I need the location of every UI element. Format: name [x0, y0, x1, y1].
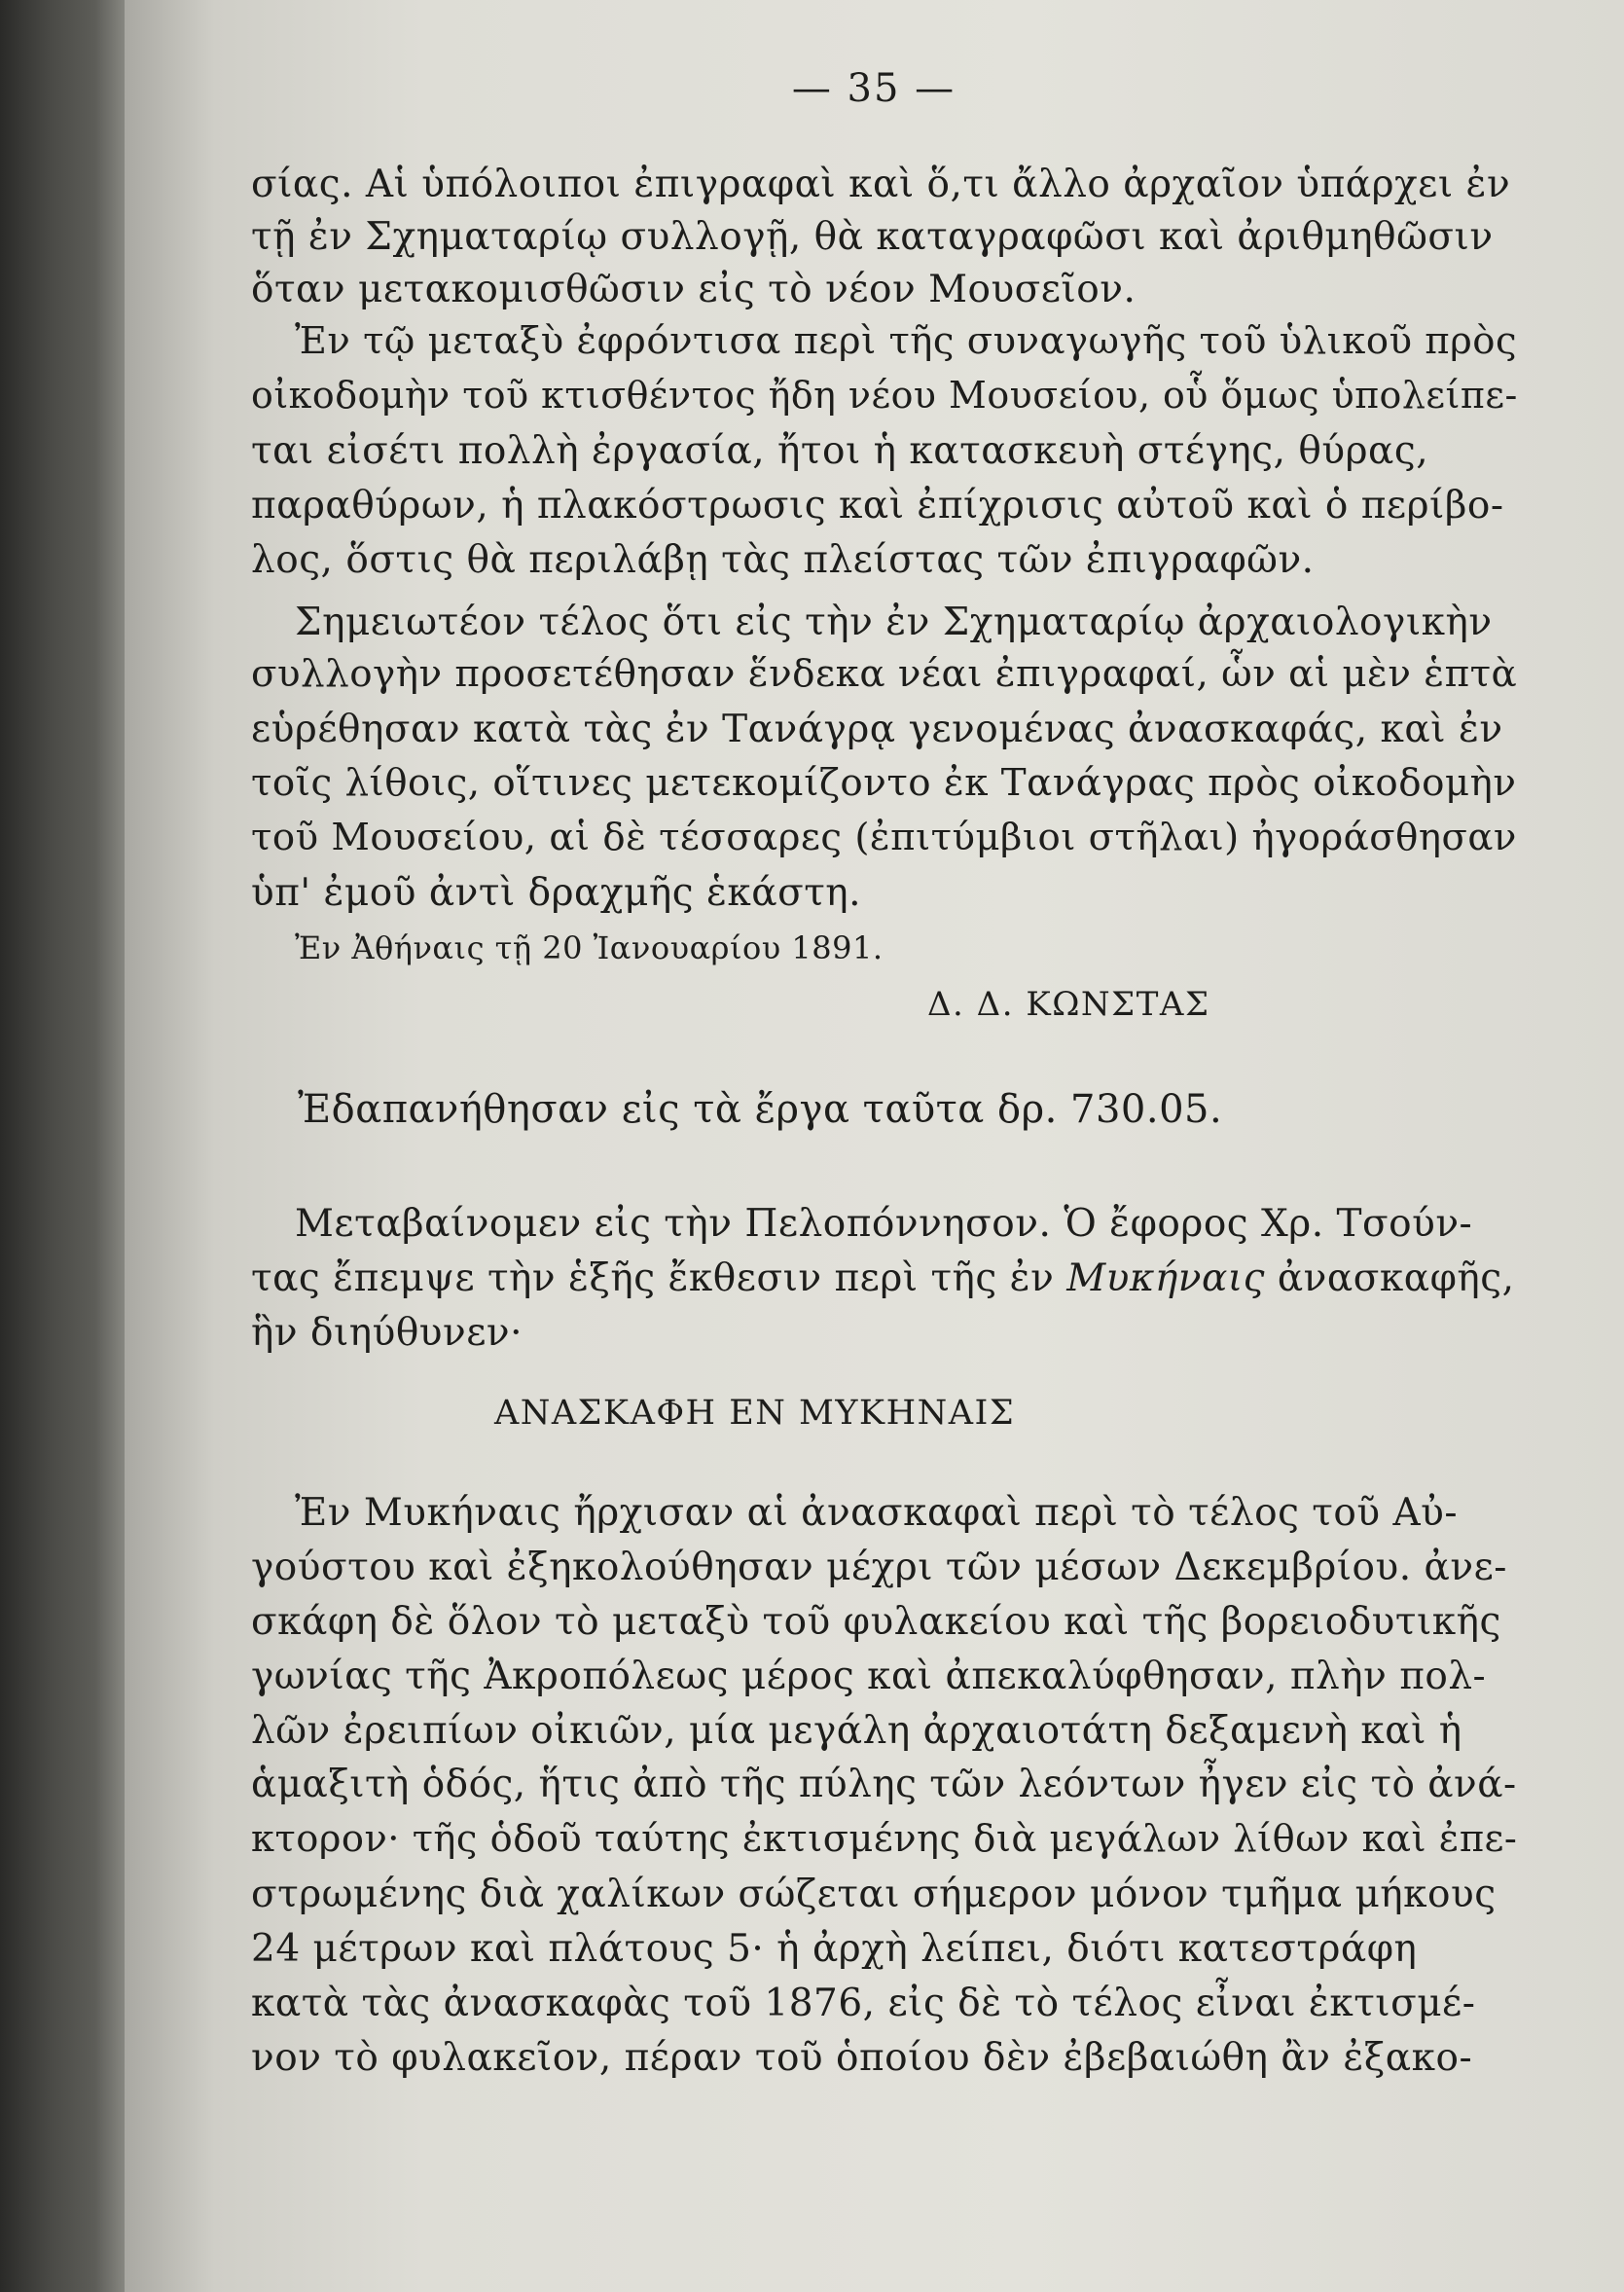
page-number: — 35 — [791, 66, 956, 111]
text-line: κτορον· τῆς ὁδοῦ ταύτης ἐκτισμένης διὰ μεγάλων λίθων καὶ ἐπε- [251, 1817, 1518, 1861]
text-line: Ἐν τῷ μεταξὺ ἐφρόντισα περὶ τῆς συναγωγῆς τοῦ ὑλικοῦ πρὸς [295, 319, 1518, 363]
text-line: τῇ ἐν Σχηματαρίῳ συλλογῇ, θὰ καταγραφῶσι καὶ ἀριθμηθῶσιν [251, 215, 1494, 259]
text-span: ἀνασκαφῆς, [1264, 1256, 1515, 1300]
text-line: Σημειωτέον τέλος ὅτι εἰς τὴν ἐν Σχηματαρίῳ ἀρχαιολογικὴν [295, 600, 1493, 644]
text-line: εὑρέθησαν κατὰ τὰς ἐν Τανάγρᾳ γενομένας ἀνασκαφάς, καὶ ἐν [251, 708, 1503, 751]
text-line: κατὰ τὰς ἀνασκαφὰς τοῦ 1876, εἰς δὲ τὸ τέλος εἶναι ἐκτισμέ- [251, 1982, 1476, 2025]
book-gutter [0, 0, 126, 2292]
text-line: Ἐν Μυκήναις ἤρχισαν αἱ ἀνασκαφαὶ περὶ τὸ τέλος τοῦ Αὐ- [295, 1491, 1459, 1535]
text-line: στρωμένης διὰ χαλίκων σώζεται σήμερον μόνον τμῆμα μήκους [251, 1873, 1497, 1916]
text-line: τοῦ Μουσείου, αἱ δὲ τέσσαρες (ἐπιτύμβιοι στῆλαι) ἠγοράσθησαν [251, 816, 1517, 859]
signature: Δ. Δ. ΚΩΝΣΤΑΣ [927, 985, 1210, 1024]
book-page [125, 0, 1624, 2292]
text-line: σίας. Αἱ ὑπόλοιποι ἐπιγραφαὶ καὶ ὅ,τι ἄλλο ἀρχαῖον ὑπάρχει ἐν [251, 163, 1511, 206]
text-line: σκάφη δὲ ὅλον τὸ μεταξὺ τοῦ φυλακείου καὶ τῆς βορειοδυτικῆς [251, 1600, 1501, 1644]
text-line: 24 μέτρων καὶ πλάτους 5· ἡ ἀρχὴ λείπει, διότι κατεστράφη [251, 1927, 1418, 1971]
text-line: γούστου καὶ ἐξηκολούθησαν μέχρι τῶν μέσων Δεκεμβρίου. ἀνε- [251, 1546, 1507, 1589]
section-heading: ΑΝΑΣΚΑΦΗ ΕΝ ΜΥΚΗΝΑΙΣ [494, 1394, 1016, 1433]
text-line: ἁμαξιτὴ ὁδός, ἥτις ἀπὸ τῆς πύλης τῶν λεόντων ἦγεν εἰς τὸ ἀνά- [251, 1763, 1517, 1806]
italic-place-name: Μυκήναις [1066, 1256, 1265, 1300]
text-line: Μεταβαίνομεν εἰς τὴν Πελοπόννησον. Ὁ ἔφορος Χρ. Τσούν- [295, 1202, 1473, 1246]
text-line: οἰκοδομὴν τοῦ κτισθέντος ἤδη νέου Μουσείου, οὗ ὅμως ὑπολείπε- [251, 374, 1518, 417]
date-line: Ἐν Ἀθήναις τῇ 20 Ἰανουαρίου 1891. [295, 929, 884, 966]
text-line: ὅταν μετακομισθῶσιν εἰς τὸ νέον Μουσεῖον. [251, 268, 1137, 311]
text-span: τας ἔπεμψε τὴν ἑξῆς ἔκθεσιν περὶ τῆς ἐν [251, 1256, 1067, 1300]
text-line: λῶν ἐρειπίων οἰκιῶν, μία μεγάλη ἀρχαιοτάτη δεξαμενὴ καὶ ἡ [251, 1709, 1462, 1753]
text-line: γωνίας τῆς Ἀκροπόλεως μέρος καὶ ἀπεκαλύφθησαν, πλὴν πολ- [251, 1655, 1487, 1698]
text-line: τοῖς λίθοις, οἵτινες μετεκομίζοντο ἐκ Τανάγρας πρὸς οἰκοδομὴν [251, 761, 1517, 805]
text-line: νον τὸ φυλακεῖον, πέραν τοῦ ὁποίου δὲν ἐβεβαιώθη ἂν ἐξακο- [251, 2036, 1473, 2080]
text-line: ται εἰσέτι πολλὴ ἐργασία, ἤτοι ἡ κατασκευὴ στέγης, θύρας, [251, 429, 1429, 473]
text-line: λος, ὅστις θὰ περιλάβῃ τὰς πλείστας τῶν ἐπιγραφῶν. [251, 538, 1315, 582]
text-line: παραθύρων, ἡ πλακόστρωσις καὶ ἐπίχρισις αὐτοῦ καὶ ὁ περίβο- [251, 484, 1504, 528]
text-line [251, 1256, 1515, 1300]
text-line: ἣν διηύθυνεν· [251, 1311, 523, 1355]
expense-line: Ἐδαπανήθησαν εἰς τὰ ἔργα ταῦτα δρ. 730.05. [298, 1087, 1223, 1132]
text-line: συλλογὴν προσετέθησαν ἕνδεκα νέαι ἐπιγραφαί, ὧν αἱ μὲν ἑπτὰ [251, 652, 1518, 696]
text-line: ὑπ' ἐμοῦ ἀντὶ δραχμῆς ἑκάστη. [251, 871, 862, 915]
